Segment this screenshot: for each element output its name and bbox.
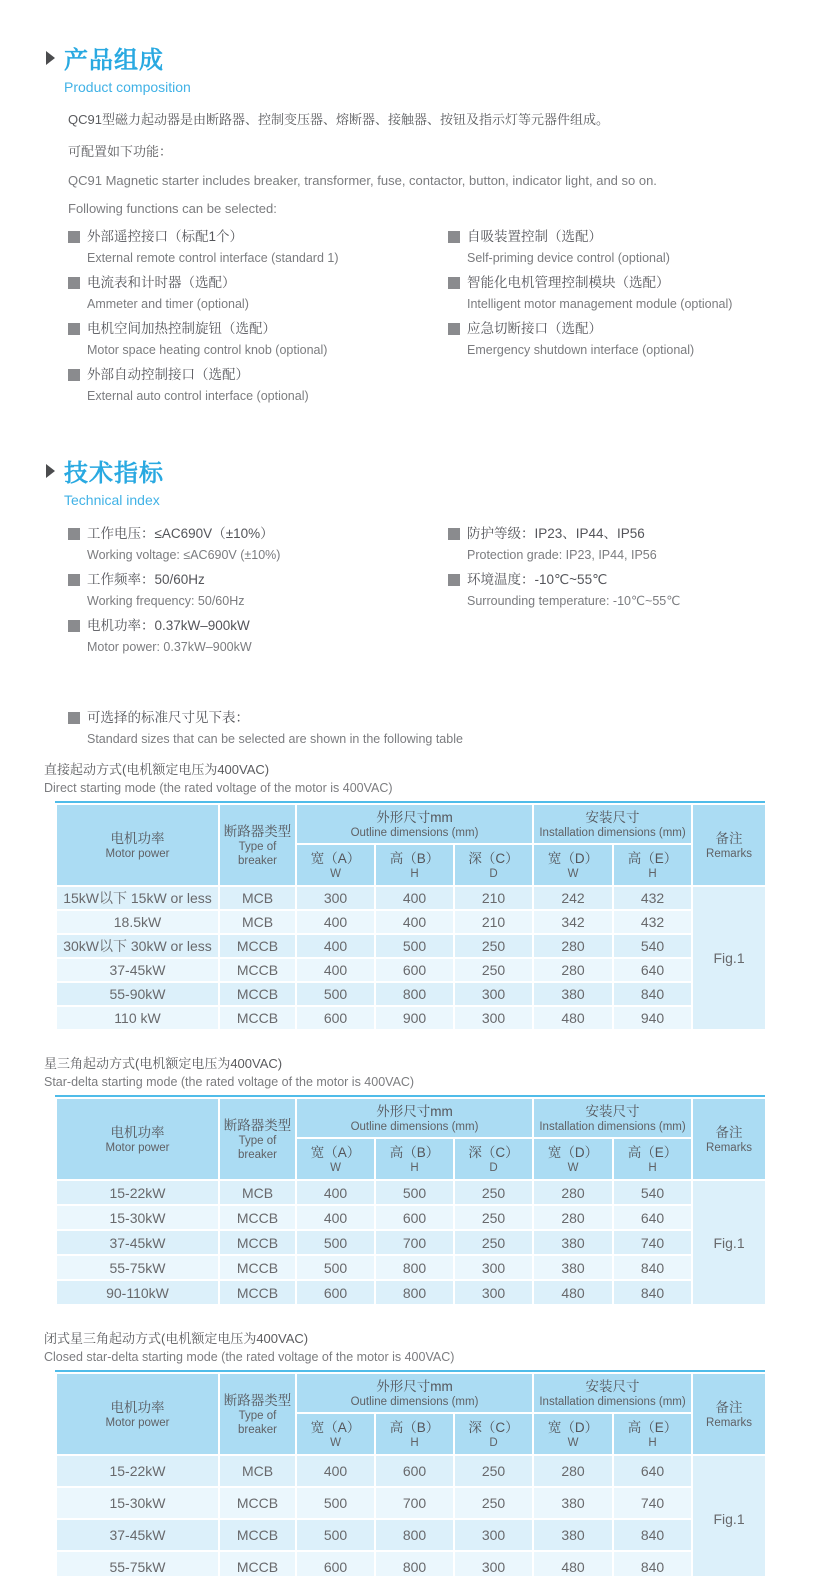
table-cell: MCB [219,910,296,934]
table-caption-en: Closed star-delta starting mode (the rated voltage of the motor is 400VAC) [44,1350,455,1364]
table-cell: 210 [454,910,533,934]
square-bullet-icon [448,574,460,586]
table-cell: 37-45kW [56,1230,219,1255]
table-cell: 37-45kW [56,1519,219,1551]
table-caption-en: Direct starting mode (the rated voltage of the motor is 400VAC) [44,781,393,795]
table-cell: 840 [613,982,692,1006]
table-cell: 15kW以下 15kW or less [56,886,219,910]
feature-list [68,229,830,413]
square-bullet-icon [448,323,460,335]
square-bullet-icon [68,574,80,586]
table-cell: 300 [454,1280,533,1305]
header-remarks: 备注 Remarks [692,804,766,886]
feature-zh: 自吸装置控制（选配） [467,229,602,244]
table-cell: MCCB [219,982,296,1006]
intro-paragraphs [68,109,830,216]
table-cell: 30kW以下 30kW or less [56,934,219,958]
header-remarks: 备注 Remarks [692,1098,766,1180]
table-cell: 250 [454,1205,533,1230]
spec-item [68,572,448,609]
table-cell: 15-30kW [56,1487,219,1519]
table-cell: 300 [454,982,533,1006]
spec-item [448,526,830,563]
feature-zh: 电机空间加热控制旋钮（选配） [87,321,276,336]
table-cell: 280 [533,934,613,958]
square-bullet-icon [448,277,460,289]
section-title-zh: 产品组成 [64,47,164,74]
square-bullet-icon [68,712,80,724]
standard-sizes-note [68,710,830,747]
table-caption-zh: 直接起动方式(电机额定电压为400VAC) [44,762,270,777]
header-motor-power: 电机功率 Motor power [56,804,219,886]
table-cell: 700 [375,1487,454,1519]
table-cell: 380 [533,1487,613,1519]
table-cell: 380 [533,1519,613,1551]
table-cell: 380 [533,1255,613,1280]
table-cell: MCB [219,1455,296,1487]
table-cell: 300 [296,886,375,910]
table-cell: 840 [613,1551,692,1576]
table-cell: 500 [375,934,454,958]
square-bullet-icon [68,323,80,335]
feature-item [68,275,448,312]
table-row [56,1551,766,1576]
intro-line-zh: 可配置如下功能： [68,144,173,159]
table-cell: 800 [375,1519,454,1551]
feature-column-left [68,229,448,413]
spec-zh: 工作频率：50/60Hz [87,572,205,587]
header-outline-dimensions: 外形尺寸mm Outline dimensions (mm) [296,1098,533,1138]
table-cell: 480 [533,1280,613,1305]
spec-item [68,526,448,563]
table-cell: 600 [296,1551,375,1576]
table-row [56,1455,766,1487]
table-cell: 400 [296,910,375,934]
header-breaker-type: 断路器类型 Type of breaker [219,1373,296,1455]
table-cell: 700 [375,1230,454,1255]
note-zh: 可选择的标准尺寸见下表： [87,710,249,725]
table-cell: 740 [613,1230,692,1255]
header-outline-dimensions: 外形尺寸mm Outline dimensions (mm) [296,1373,533,1413]
table-cell: 400 [296,1455,375,1487]
feature-en: Self-priming device control (optional) [467,251,670,265]
intro-line-zh: QC91型磁力起动器是由断路器、控制变压器、熔断器、接触器、按钮及指示灯等元器件组成。 [68,112,609,127]
table-cell: 250 [454,1180,533,1205]
table-row [56,1205,766,1230]
table-cell: 280 [533,1455,613,1487]
header-width-d: 宽（D） W [533,1413,613,1455]
remarks-cell: Fig.1 [692,886,766,1030]
section-title-zh: 技术指标 [64,460,164,487]
product-composition-section [0,0,830,413]
table-row [56,1006,766,1030]
spec-item [68,618,448,655]
table-cell: 280 [533,1180,613,1205]
table-cell: 600 [375,1205,454,1230]
section-title-en: Technical index [64,492,160,508]
header-height-e: 高（E） H [613,844,692,886]
table-cell: MCCB [219,1205,296,1230]
spec-en: Working frequency: 50/60Hz [87,594,245,608]
square-bullet-icon [68,369,80,381]
table-cell: 300 [454,1255,533,1280]
table-row [56,1230,766,1255]
table-cell: 380 [533,1230,613,1255]
header-depth-c: 深（C） D [454,844,533,886]
table-row [56,958,766,982]
intro-line-en: QC91 Magnetic starter includes breaker, transformer, fuse, contactor, button, indicator light, and so on. [68,173,657,188]
table-cell: MCCB [219,1280,296,1305]
header-height-b: 高（B） H [375,1413,454,1455]
table-cell: 15-22kW [56,1455,219,1487]
table-cell: 600 [375,1455,454,1487]
table-cell: 500 [296,1519,375,1551]
table-cell: 500 [296,1230,375,1255]
spec-en: Motor power: 0.37kW–900kW [87,640,252,654]
spec-en: Protection grade: IP23, IP44, IP56 [467,548,657,562]
table-direct-starting [55,801,765,1031]
feature-column-right [448,229,830,413]
header-outline-dimensions: 外形尺寸mm Outline dimensions (mm) [296,804,533,844]
feature-item [68,367,448,404]
table-cell: 300 [454,1006,533,1030]
feature-zh: 电流表和计时器（选配） [87,275,236,290]
table-cell: 800 [375,982,454,1006]
header-breaker-type: 断路器类型 Type of breaker [219,1098,296,1180]
table-cell: 90-110kW [56,1280,219,1305]
table-cell: 300 [454,1519,533,1551]
table-row [56,1519,766,1551]
table-caption-zh: 星三角起动方式(电机额定电压为400VAC) [44,1056,283,1071]
table-row [56,982,766,1006]
spec-zh: 工作电压：≤AC690V（±10%） [87,526,274,541]
spec-list [68,526,830,664]
section-header [46,453,830,488]
note-en: Standard sizes that can be selected are shown in the following table [87,732,463,746]
table-row [56,1255,766,1280]
table-cell: 540 [613,1180,692,1205]
table-caption-closed-star-delta [44,1328,830,1364]
feature-item [68,321,448,358]
technical-index-section [0,453,830,664]
header-breaker-type: 断路器类型 Type of breaker [219,804,296,886]
table-cell: 400 [375,886,454,910]
table-cell: 500 [375,1180,454,1205]
header-motor-power: 电机功率 Motor power [56,1373,219,1455]
table-cell: 500 [296,1487,375,1519]
table-cell: 940 [613,1006,692,1030]
table-cell: 55-90kW [56,982,219,1006]
table-cell: 250 [454,1230,533,1255]
section-title-en: Product composition [64,79,191,95]
spec-en: Surrounding temperature: -10℃~55℃ [467,594,681,608]
feature-en: Ammeter and timer (optional) [87,297,249,311]
table-cell: 740 [613,1487,692,1519]
square-bullet-icon [448,528,460,540]
remarks-cell: Fig.1 [692,1455,766,1576]
spec-en: Working voltage: ≤AC690V (±10%) [87,548,281,562]
table-cell: 400 [296,958,375,982]
spec-zh: 环境温度：-10℃~55℃ [467,572,608,587]
table-caption-zh: 闭式星三角起动方式(电机额定电压为400VAC) [44,1331,309,1346]
table-cell: 800 [375,1280,454,1305]
table-cell: MCCB [219,934,296,958]
feature-item [68,229,448,266]
table-cell: 380 [533,982,613,1006]
table-cell: 640 [613,958,692,982]
triangle-bullet-icon [46,464,55,478]
header-installation-dimensions: 安装尺寸 Installation dimensions (mm) [533,1373,692,1413]
table-cell: MCCB [219,1230,296,1255]
header-motor-power: 电机功率 Motor power [56,1098,219,1180]
square-bullet-icon [68,528,80,540]
table-cell: 400 [296,1205,375,1230]
table-cell: MCCB [219,1551,296,1576]
table-cell: 840 [613,1255,692,1280]
feature-en: Intelligent motor management module (optional) [467,297,733,311]
header-width-a: 宽（A） W [296,1413,375,1455]
table-cell: MCCB [219,1487,296,1519]
triangle-bullet-icon [46,51,55,65]
feature-zh: 外部遥控接口（标配1个） [87,229,244,244]
header-width-d: 宽（D） W [533,844,613,886]
header-height-b: 高（B） H [375,1138,454,1180]
table-cell: 480 [533,1551,613,1576]
table-cell: 250 [454,1455,533,1487]
table-cell: MCCB [219,1006,296,1030]
header-installation-dimensions: 安装尺寸 Installation dimensions (mm) [533,1098,692,1138]
header-width-a: 宽（A） W [296,844,375,886]
table-cell: 800 [375,1551,454,1576]
spec-zh: 防护等级：IP23、IP44、IP56 [467,526,645,541]
table-closed-star-delta-starting [55,1370,765,1576]
table-cell: 280 [533,1205,613,1230]
table-row [56,910,766,934]
table-cell: 110 kW [56,1006,219,1030]
table-cell: 18.5kW [56,910,219,934]
remarks-cell: Fig.1 [692,1180,766,1305]
table-cell: 840 [613,1280,692,1305]
table-cell: 242 [533,886,613,910]
table-cell: 400 [296,934,375,958]
table-cell: 480 [533,1006,613,1030]
square-bullet-icon [68,231,80,243]
spec-item [448,572,830,609]
table-cell: 600 [296,1006,375,1030]
intro-line-en: Following functions can be selected: [68,201,277,216]
table-caption-star-delta [44,1053,830,1089]
header-depth-c: 深（C） D [454,1413,533,1455]
table-cell: MCCB [219,1255,296,1280]
header-height-e: 高（E） H [613,1138,692,1180]
spec-column-left [68,526,448,664]
table-row [56,1180,766,1205]
header-installation-dimensions: 安装尺寸 Installation dimensions (mm) [533,804,692,844]
section-header [46,40,830,75]
feature-en: Emergency shutdown interface (optional) [467,343,695,357]
table-cell: 250 [454,1487,533,1519]
table-cell: 600 [296,1280,375,1305]
feature-zh: 智能化电机管理控制模块（选配） [467,275,670,290]
feature-en: External auto control interface (optional) [87,389,309,403]
table-cell: 800 [375,1255,454,1280]
table-cell: 400 [296,1180,375,1205]
table-cell: 600 [375,958,454,982]
table-cell: 15-22kW [56,1180,219,1205]
table-cell: 640 [613,1455,692,1487]
feature-item [448,321,830,358]
table-cell: 280 [533,958,613,982]
table-cell: 500 [296,1255,375,1280]
header-width-d: 宽（D） W [533,1138,613,1180]
feature-en: External remote control interface (standard 1) [87,251,339,265]
feature-zh: 外部自动控制接口（选配） [87,367,249,382]
table-row [56,886,766,910]
table-cell: MCB [219,1180,296,1205]
table-star-delta-starting [55,1095,765,1306]
table-row [56,934,766,958]
square-bullet-icon [448,231,460,243]
header-height-e: 高（E） H [613,1413,692,1455]
header-remarks: 备注 Remarks [692,1373,766,1455]
table-cell: 500 [296,982,375,1006]
header-height-b: 高（B） H [375,844,454,886]
feature-en: Motor space heating control knob (optional) [87,343,328,357]
header-depth-c: 深（C） D [454,1138,533,1180]
table-cell: 55-75kW [56,1551,219,1576]
table-cell: 640 [613,1205,692,1230]
square-bullet-icon [68,620,80,632]
table-cell: 300 [454,1551,533,1576]
table-cell: MCCB [219,1519,296,1551]
feature-item [448,275,830,312]
spec-column-right [448,526,830,664]
table-cell: 900 [375,1006,454,1030]
table-cell: 37-45kW [56,958,219,982]
table-cell: 250 [454,958,533,982]
table-cell: 540 [613,934,692,958]
table-row [56,1487,766,1519]
spec-zh: 电机功率：0.37kW–900kW [87,618,250,633]
table-cell: MCB [219,886,296,910]
table-cell: 432 [613,886,692,910]
feature-zh: 应急切断接口（选配） [467,321,602,336]
table-cell: 342 [533,910,613,934]
table-caption-en: Star-delta starting mode (the rated voltage of the motor is 400VAC) [44,1075,415,1089]
table-cell: 840 [613,1519,692,1551]
feature-item [448,229,830,266]
table-caption-direct [44,759,830,795]
table-cell: 210 [454,886,533,910]
table-row [56,1280,766,1305]
table-cell: 55-75kW [56,1255,219,1280]
square-bullet-icon [68,277,80,289]
table-cell: 15-30kW [56,1205,219,1230]
table-cell: 250 [454,934,533,958]
table-cell: MCCB [219,958,296,982]
table-cell: 432 [613,910,692,934]
header-width-a: 宽（A） W [296,1138,375,1180]
table-cell: 400 [375,910,454,934]
